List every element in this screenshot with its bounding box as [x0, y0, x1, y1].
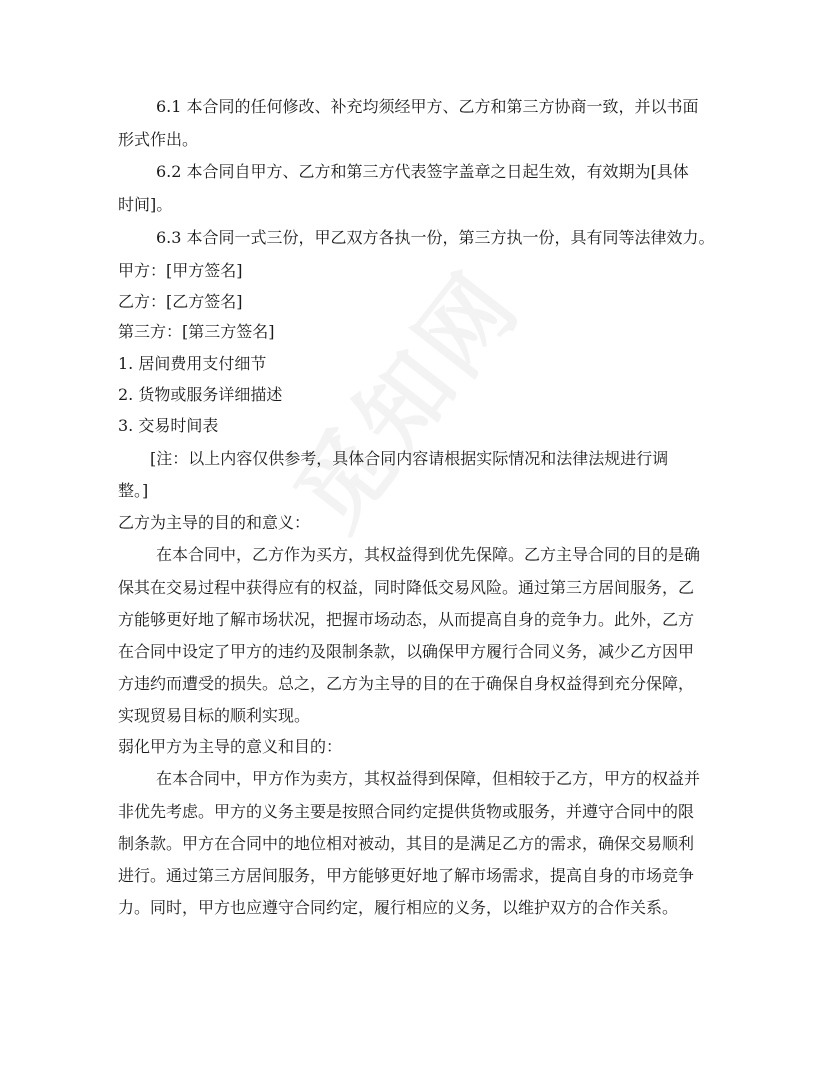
attachment-item: 1. 居间费用支付细节	[118, 354, 267, 373]
paragraph-line: 非优先考虑。甲方的义务主要是按照合同约定提供货物或服务，并遵守合同中的限	[118, 802, 695, 821]
signature-party-b: 乙方：[乙方签名]	[118, 292, 243, 311]
paragraph-line: 在合同中设定了甲方的违约及限制条款，以确保甲方履行合同义务，减少乙方因甲	[118, 642, 695, 661]
signature-party-a: 甲方：[甲方签名]	[118, 261, 243, 280]
note-line-1: [注：以上内容仅供参考，具体合同内容请根据实际情况和法律法规进行调	[150, 449, 669, 468]
clause-6-3: 6.3 本合同一式三份，甲乙双方各执一份，第三方执一份，具有同等法律效力。	[156, 228, 715, 247]
paragraph-line: 实现贸易目标的顺利实现。	[118, 706, 311, 725]
signature-third-party: 第三方：[第三方签名]	[118, 322, 275, 341]
paragraph-line: 在本合同中，甲方作为卖方，其权益得到保障，但相较于乙方，甲方的权益并	[156, 769, 701, 788]
section-heading-party-a: 弱化甲方为主导的意义和目的：	[118, 737, 343, 756]
paragraph-line: 在本合同中，乙方作为买方，其权益得到优先保障。乙方主导合同的目的是确	[156, 545, 701, 564]
paragraph-line: 方违约而遭受的损失。总之，乙方为主导的目的在于确保自身权益得到充分保障，	[118, 674, 695, 693]
paragraph-line: 力。同时，甲方也应遵守合同约定，履行相应的义务，以维护双方的合作关系。	[118, 898, 679, 917]
section-heading-party-b: 乙方为主导的目的和意义：	[118, 513, 311, 532]
clause-6-2-line-2: 时间]。	[118, 195, 173, 214]
paragraph-line: 保其在交易过程中获得应有的权益，同时降低交易风险。通过第三方居间服务，乙	[118, 578, 695, 597]
attachment-item: 2. 货物或服务详细描述	[118, 385, 283, 404]
attachment-item: 3. 交易时间表	[118, 416, 219, 435]
paragraph-line: 制条款。甲方在合同中的地位相对被动，其目的是满足乙方的需求，确保交易顺利	[118, 834, 695, 853]
clause-6-2-line-1: 6.2 本合同自甲方、乙方和第三方代表签字盖章之日起生效，有效期为[具体	[156, 162, 689, 181]
note-line-2: 整。]	[118, 481, 149, 500]
paragraph-line: 方能够更好地了解市场状况，把握市场动态，从而提高自身的竞争力。此外，乙方	[118, 610, 695, 629]
clause-6-1-line-2: 形式作出。	[118, 130, 199, 149]
paragraph-line: 进行。通过第三方居间服务，甲方能够更好地了解市场需求，提高自身的市场竞争	[118, 866, 695, 885]
clause-6-1-line-1: 6.1 本合同的任何修改、补充均须经甲方、乙方和第三方协商一致，并以书面	[156, 97, 699, 116]
